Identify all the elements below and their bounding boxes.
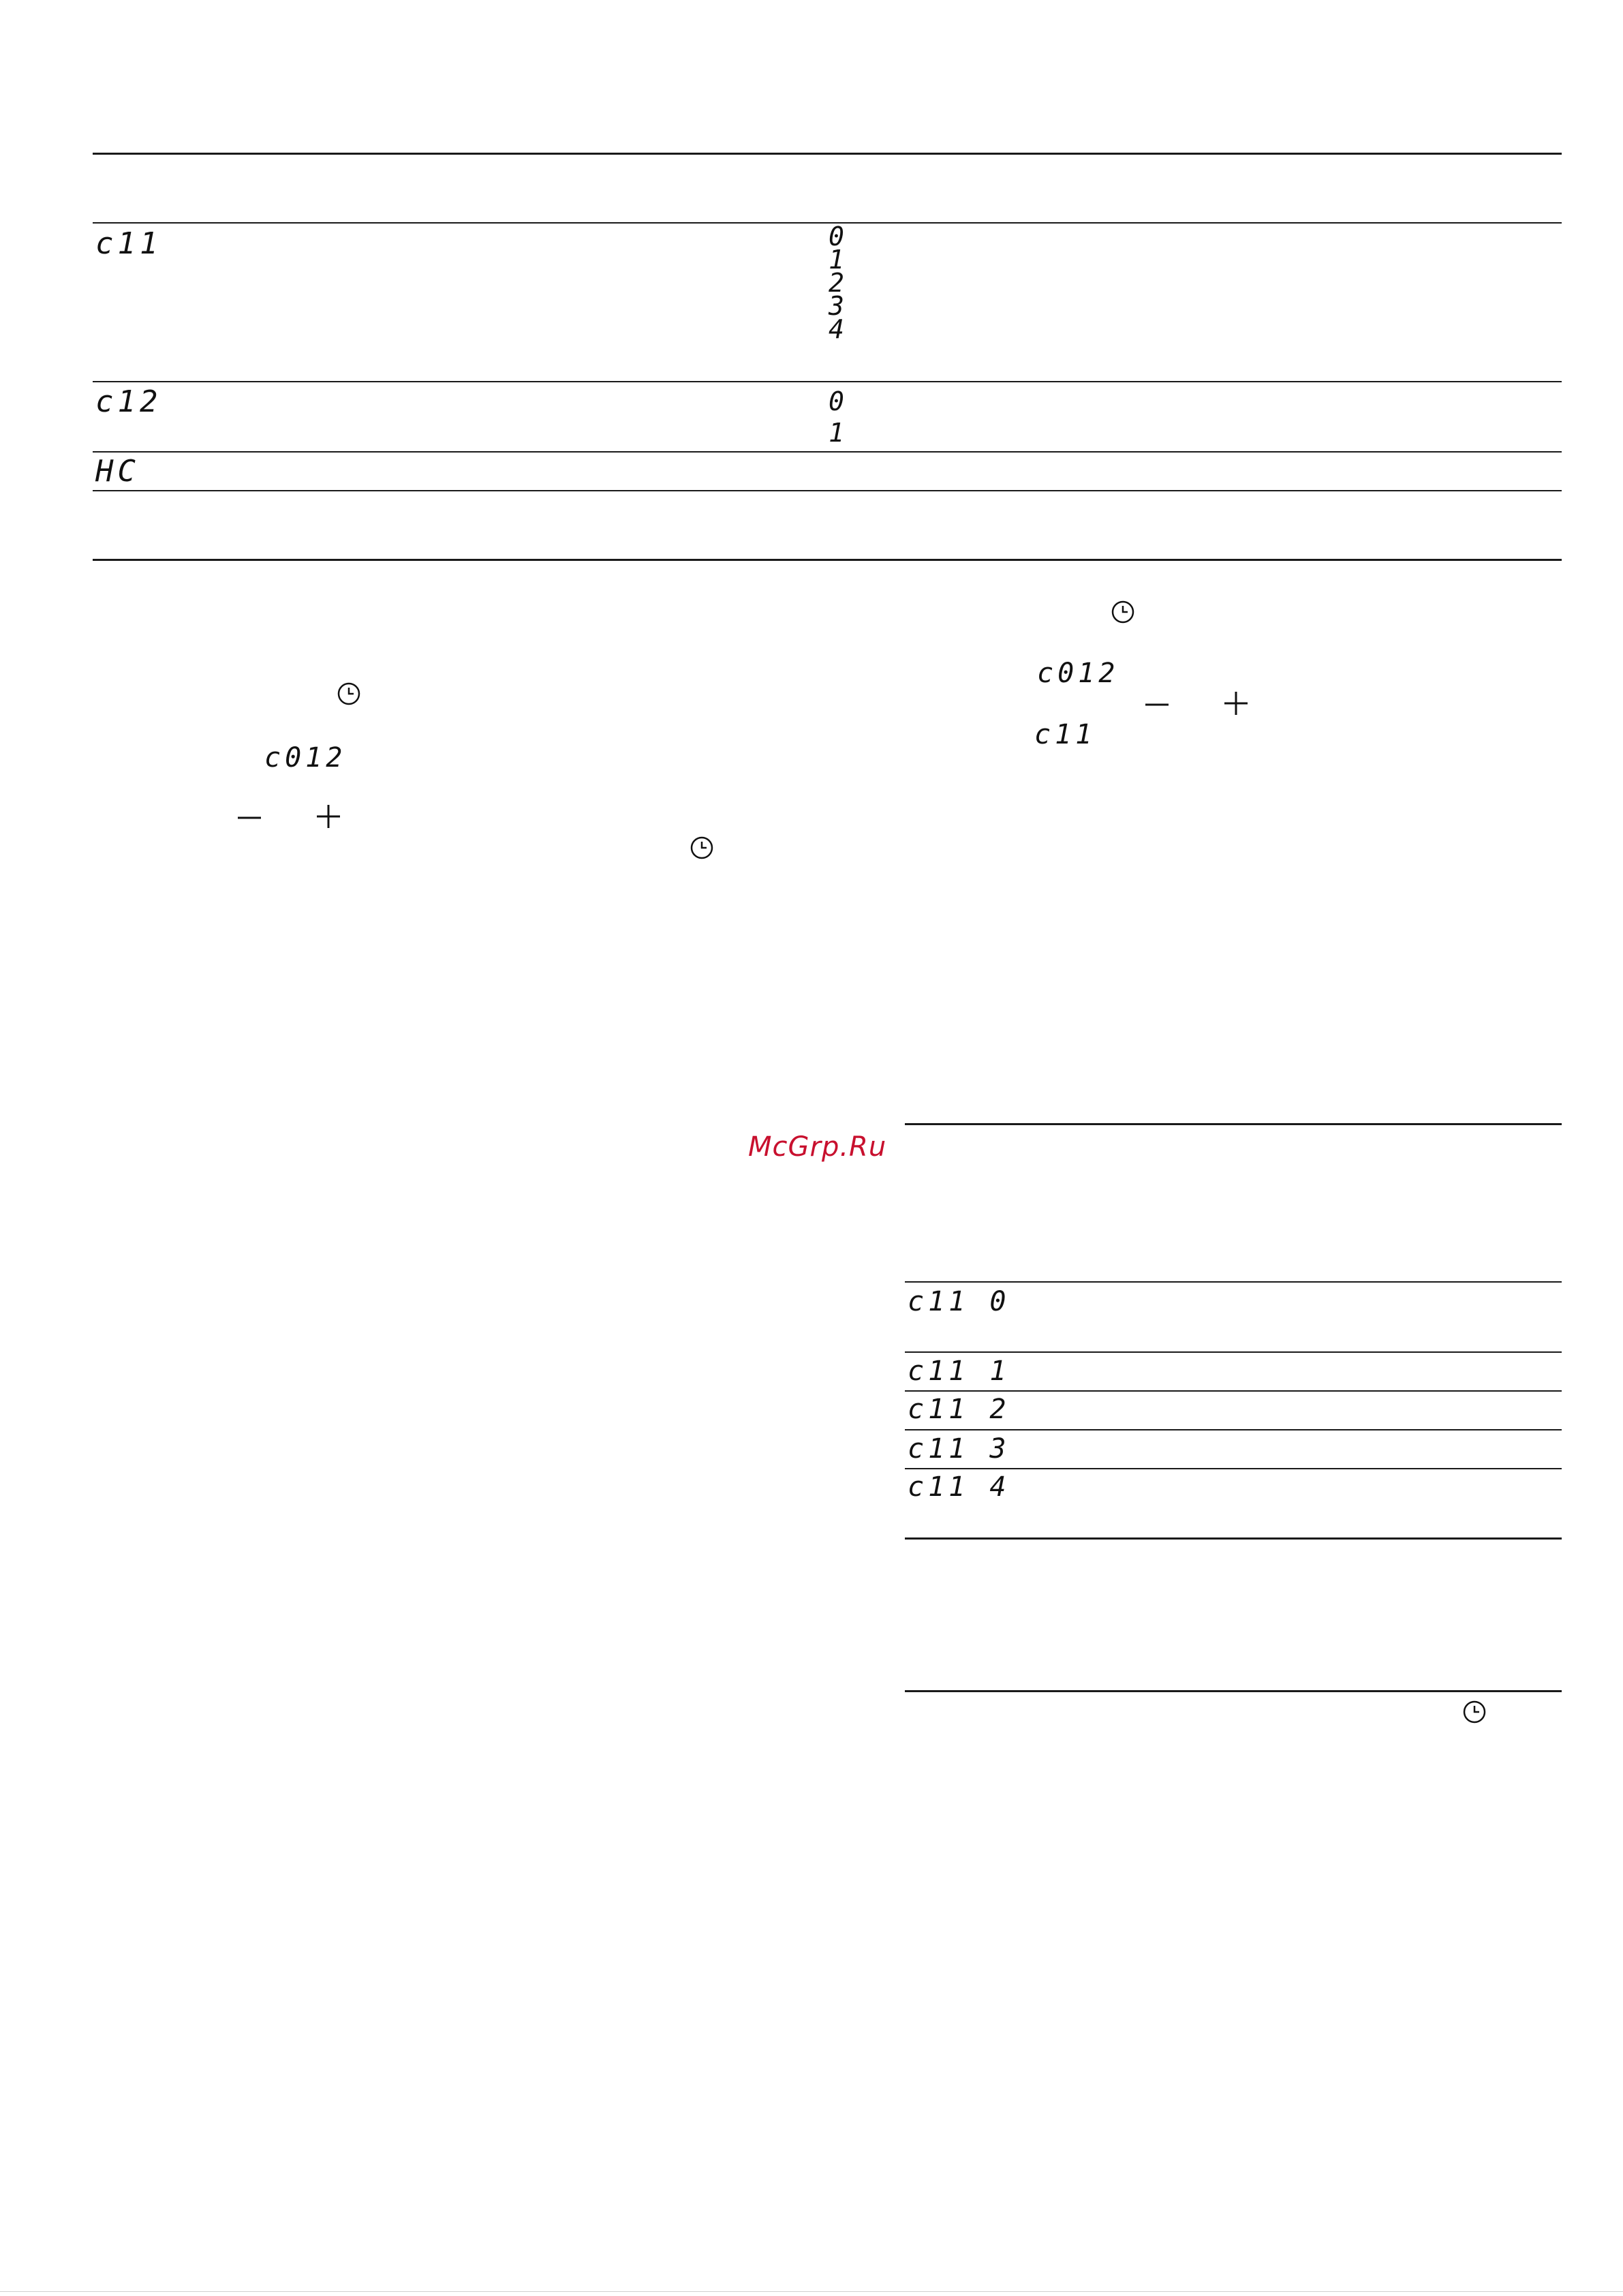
row-rule <box>93 451 1562 453</box>
plus-icon <box>315 803 342 830</box>
code-c11-3: c11 3 <box>908 1433 1010 1465</box>
table-bottom-rule <box>93 559 1562 561</box>
table-bottom-rule <box>905 1537 1562 1540</box>
row-rule <box>905 1429 1562 1430</box>
clock-icon <box>690 836 714 860</box>
code-c11-0: c11 0 <box>908 1286 1010 1317</box>
table-header-rule <box>93 222 1562 224</box>
row-rule <box>905 1351 1562 1353</box>
setting-code-c12: c12 <box>95 384 162 419</box>
minus-icon <box>236 806 263 830</box>
clock-icon <box>1111 600 1135 624</box>
value-4: 4 <box>829 314 844 344</box>
value-1: 1 <box>829 418 844 448</box>
value-0: 0 <box>829 221 844 251</box>
display-code: c012 <box>264 742 347 774</box>
table-top-rule <box>905 1123 1562 1125</box>
value-3: 3 <box>829 291 844 321</box>
value-1: 1 <box>829 245 844 275</box>
table-top-rule <box>93 153 1562 155</box>
code-c11-1: c11 1 <box>908 1356 1010 1387</box>
row-rule <box>93 381 1562 382</box>
setting-code-hc: HC <box>95 454 140 489</box>
table-header-rule <box>905 1281 1562 1283</box>
setting-code-c11: c11 <box>95 226 162 261</box>
code-c11-2: c11 2 <box>908 1394 1010 1425</box>
watermark: McGrp.Ru <box>748 1131 887 1163</box>
section-rule <box>905 1690 1562 1692</box>
minus-icon <box>1143 692 1171 717</box>
clock-icon <box>1462 1700 1487 1724</box>
display-code: c11 <box>1034 719 1096 750</box>
clock-icon <box>337 682 361 706</box>
row-rule <box>905 1390 1562 1392</box>
value-2: 2 <box>829 268 844 298</box>
row-rule <box>905 1468 1562 1469</box>
plus-icon <box>1222 690 1250 717</box>
setting-values-c11 <box>829 221 856 344</box>
code-c11-4: c11 4 <box>908 1471 1010 1503</box>
value-0: 0 <box>829 386 844 416</box>
setting-values-c12 <box>829 386 856 448</box>
row-rule <box>93 490 1562 491</box>
page-footer-line <box>0 2291 1623 2292</box>
display-code: c012 <box>1037 658 1119 689</box>
